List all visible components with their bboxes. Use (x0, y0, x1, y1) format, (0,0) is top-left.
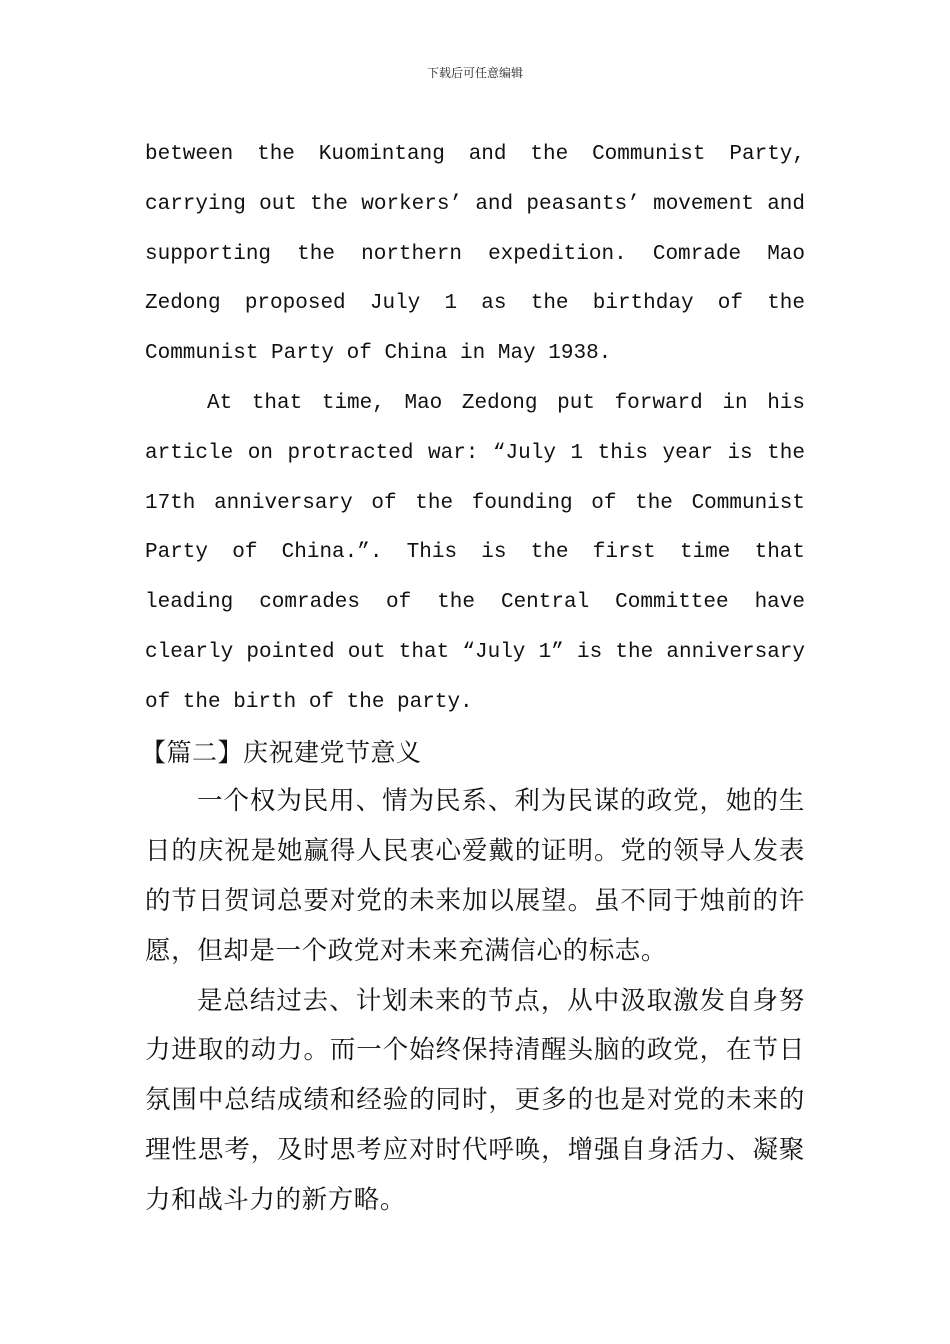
section-heading: 【篇二】庆祝建党节意义 (141, 737, 422, 767)
paragraph-english-2: At that time, Mao Zedong put forward in his article on protracted war: “July 1 this year is the 17th anniversary of the founding of the Communist Party of China.”. This is the first time that leading comrades of the Central Committee have clearly pointed out that “July 1” is the anniversary of the birth of the party. (145, 391, 805, 714)
page-header-note: 下载后可任意编辑 (426, 66, 523, 80)
paragraph-english-1: between the Kuomintang and the Communist Party, carrying out the workers’ and peasants’ movement and supporting the northern expedition. Comrade Mao Zedong proposed July 1 as the birthday of the Communist Party of China in May 1938. (145, 143, 805, 366)
paragraph-chinese-1: 一个权为民用、情为民系、利为民谋的政党，她的生日的庆祝是她赢得人民衷心爱戴的证明。党的领导人发表的节日贺词总要对党的未来加以展望。虽不同于烛前的许愿，但却是一个政党对未来充满信心的标志。 (145, 786, 805, 966)
document-body (141, 130, 805, 1226)
paragraph-chinese-2: 是总结过去、计划未来的节点，从中汲取激发自身努力进取的动力。而一个始终保持清醒头脑的政党，在节日氛围中总结成绩和经验的同时，更多的也是对党的未来的理性思考，及时思考应对时代呼唤，增强自身活力、凝聚力和战斗力的新方略。 (145, 985, 805, 1215)
